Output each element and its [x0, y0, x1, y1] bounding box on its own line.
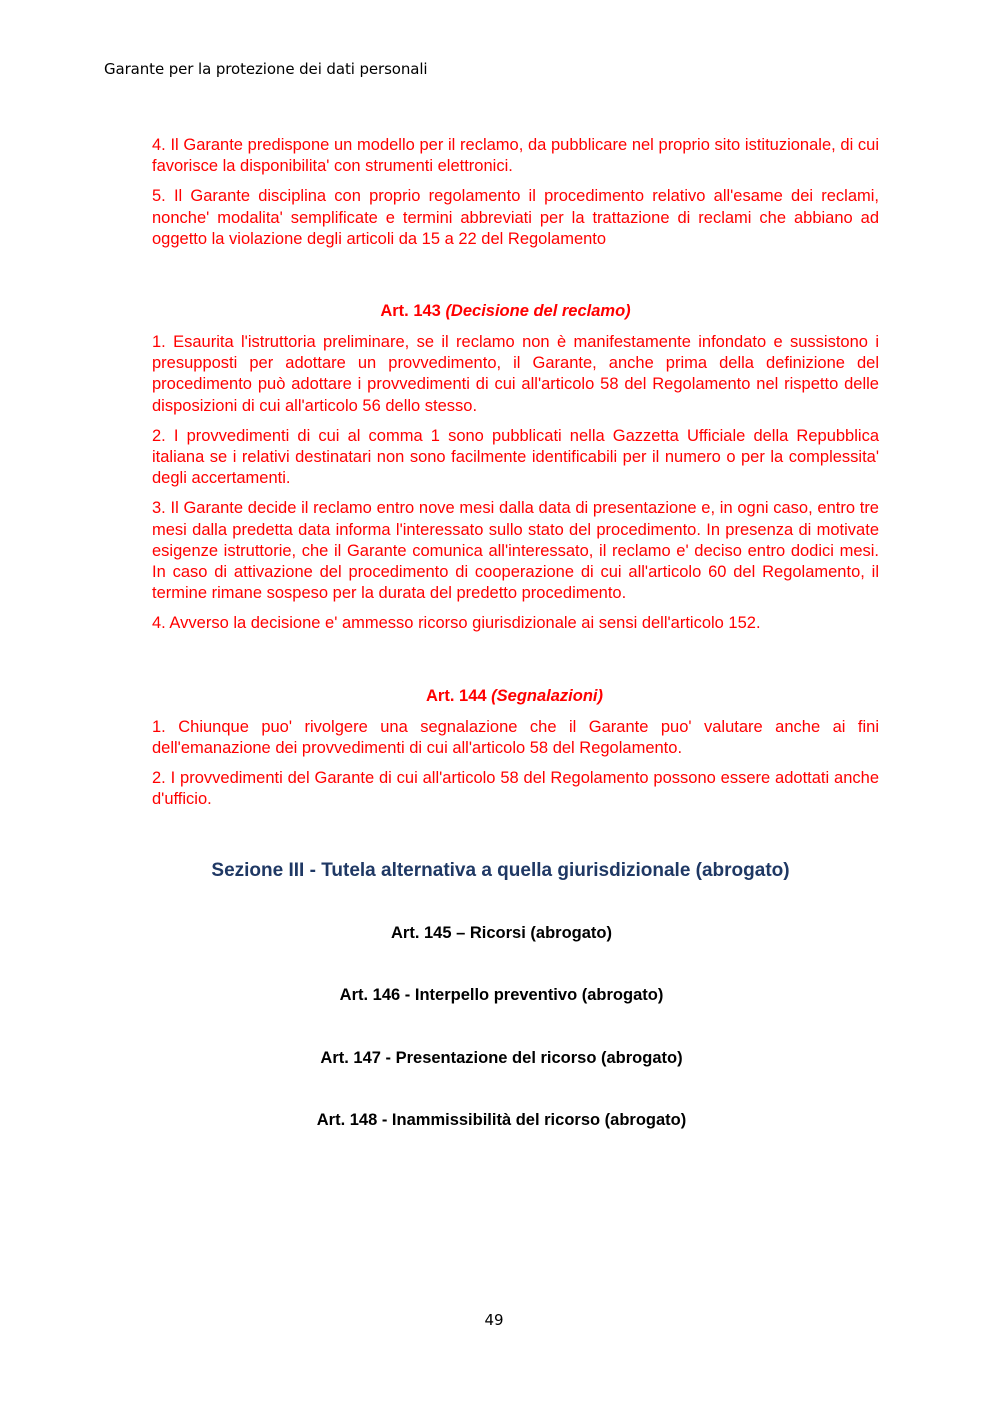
- art142-paragraph-4: 4. Il Garante predispone un modello per il reclamo, da pubblicare nel proprio sito istituzionale, di cui favorisce la disponibilita' con strumenti elettronici.: [152, 136, 879, 176]
- art143-heading: [142, 301, 869, 322]
- document-body: [152, 135, 879, 1131]
- running-header: Garante per la protezione dei dati personali: [104, 60, 428, 78]
- art144-paragraph-2: 2. I provvedimenti del Garante di cui all'articolo 58 del Regolamento possono essere adottati anche d'ufficio.: [152, 769, 879, 809]
- art143-paragraph-2: 2. I provvedimenti di cui al comma 1 sono pubblicati nella Gazzetta Ufficiale della Repubblica italiana se i relativi destinatari non sono facilmente identificabili per il numero o per la complessita' degli accertamenti.: [152, 426, 879, 488]
- art143-paragraph-3: 3. Il Garante decide il reclamo entro nove mesi dalla data di presentazione e, in ogni caso, entro tre mesi dalla predetta data informa l'interessato sullo stato del procedimento. In presenza di motivate esigenze istruttorie, che il Garante comunica all'interessato, il reclamo e' deciso entro dodici mesi. In caso di attivazione del procedimento di cooperazione di cui all'articolo 60 del Regolamento, il termine rimane sospeso per la durata del predetto procedimento.: [152, 499, 879, 603]
- art143-paragraph-1: 1. Esaurita l'istruttoria preliminare, se il reclamo non è manifestamente infondato e sussistono i presupposti per adottare un provvedimento, il Garante, anche prima della definizione del procedimento può adottare i provvedimenti di cui all'articolo 58 del Regolamento nel rispetto delle disposizioni di cui all'articolo 56 dello stesso.: [152, 333, 879, 415]
- art143-paragraph-4: 4. Avverso la decisione e' ammesso ricorso giurisdizionale ai sensi dell'articolo 152.: [152, 614, 761, 633]
- art143-subtitle: (Decisione del reclamo): [445, 302, 631, 321]
- repealed-article-147: Art. 147 - Presentazione del ricorso (abrogato): [320, 1049, 683, 1068]
- page-number: 49: [484, 1311, 504, 1329]
- art143-number: Art. 143: [380, 302, 441, 321]
- repealed-article-148: Art. 148 - Inammissibilità del ricorso (abrogato): [316, 1111, 687, 1130]
- art144-subtitle: (Segnalazioni): [491, 686, 603, 705]
- repealed-article-145: Art. 145 – Ricorsi (abrogato): [391, 924, 612, 943]
- art144-number: Art. 144: [426, 686, 487, 705]
- art142-paragraph-5: 5. Il Garante disciplina con proprio regolamento il procedimento relativo all'esame dei reclami, nonche' modalita' semplificate e termini abbreviati per la trattazione di reclami che abbiano ad oggetto la violazione degli articoli da 15 a 22 del Regolamento: [152, 187, 879, 248]
- art144-heading: [151, 686, 878, 707]
- repealed-article-146: Art. 146 - Interpello preventivo (abrogato): [339, 986, 664, 1005]
- art144-paragraph-1: 1. Chiunque puo' rivolgere una segnalazione che il Garante puo' valutare anche ai fini dell'emanazione dei provvedimenti di cui all'articolo 58 del Regolamento.: [152, 717, 879, 757]
- section-3-heading: Sezione III - Tutela alternativa a quella giurisdizionale (abrogato): [211, 860, 790, 882]
